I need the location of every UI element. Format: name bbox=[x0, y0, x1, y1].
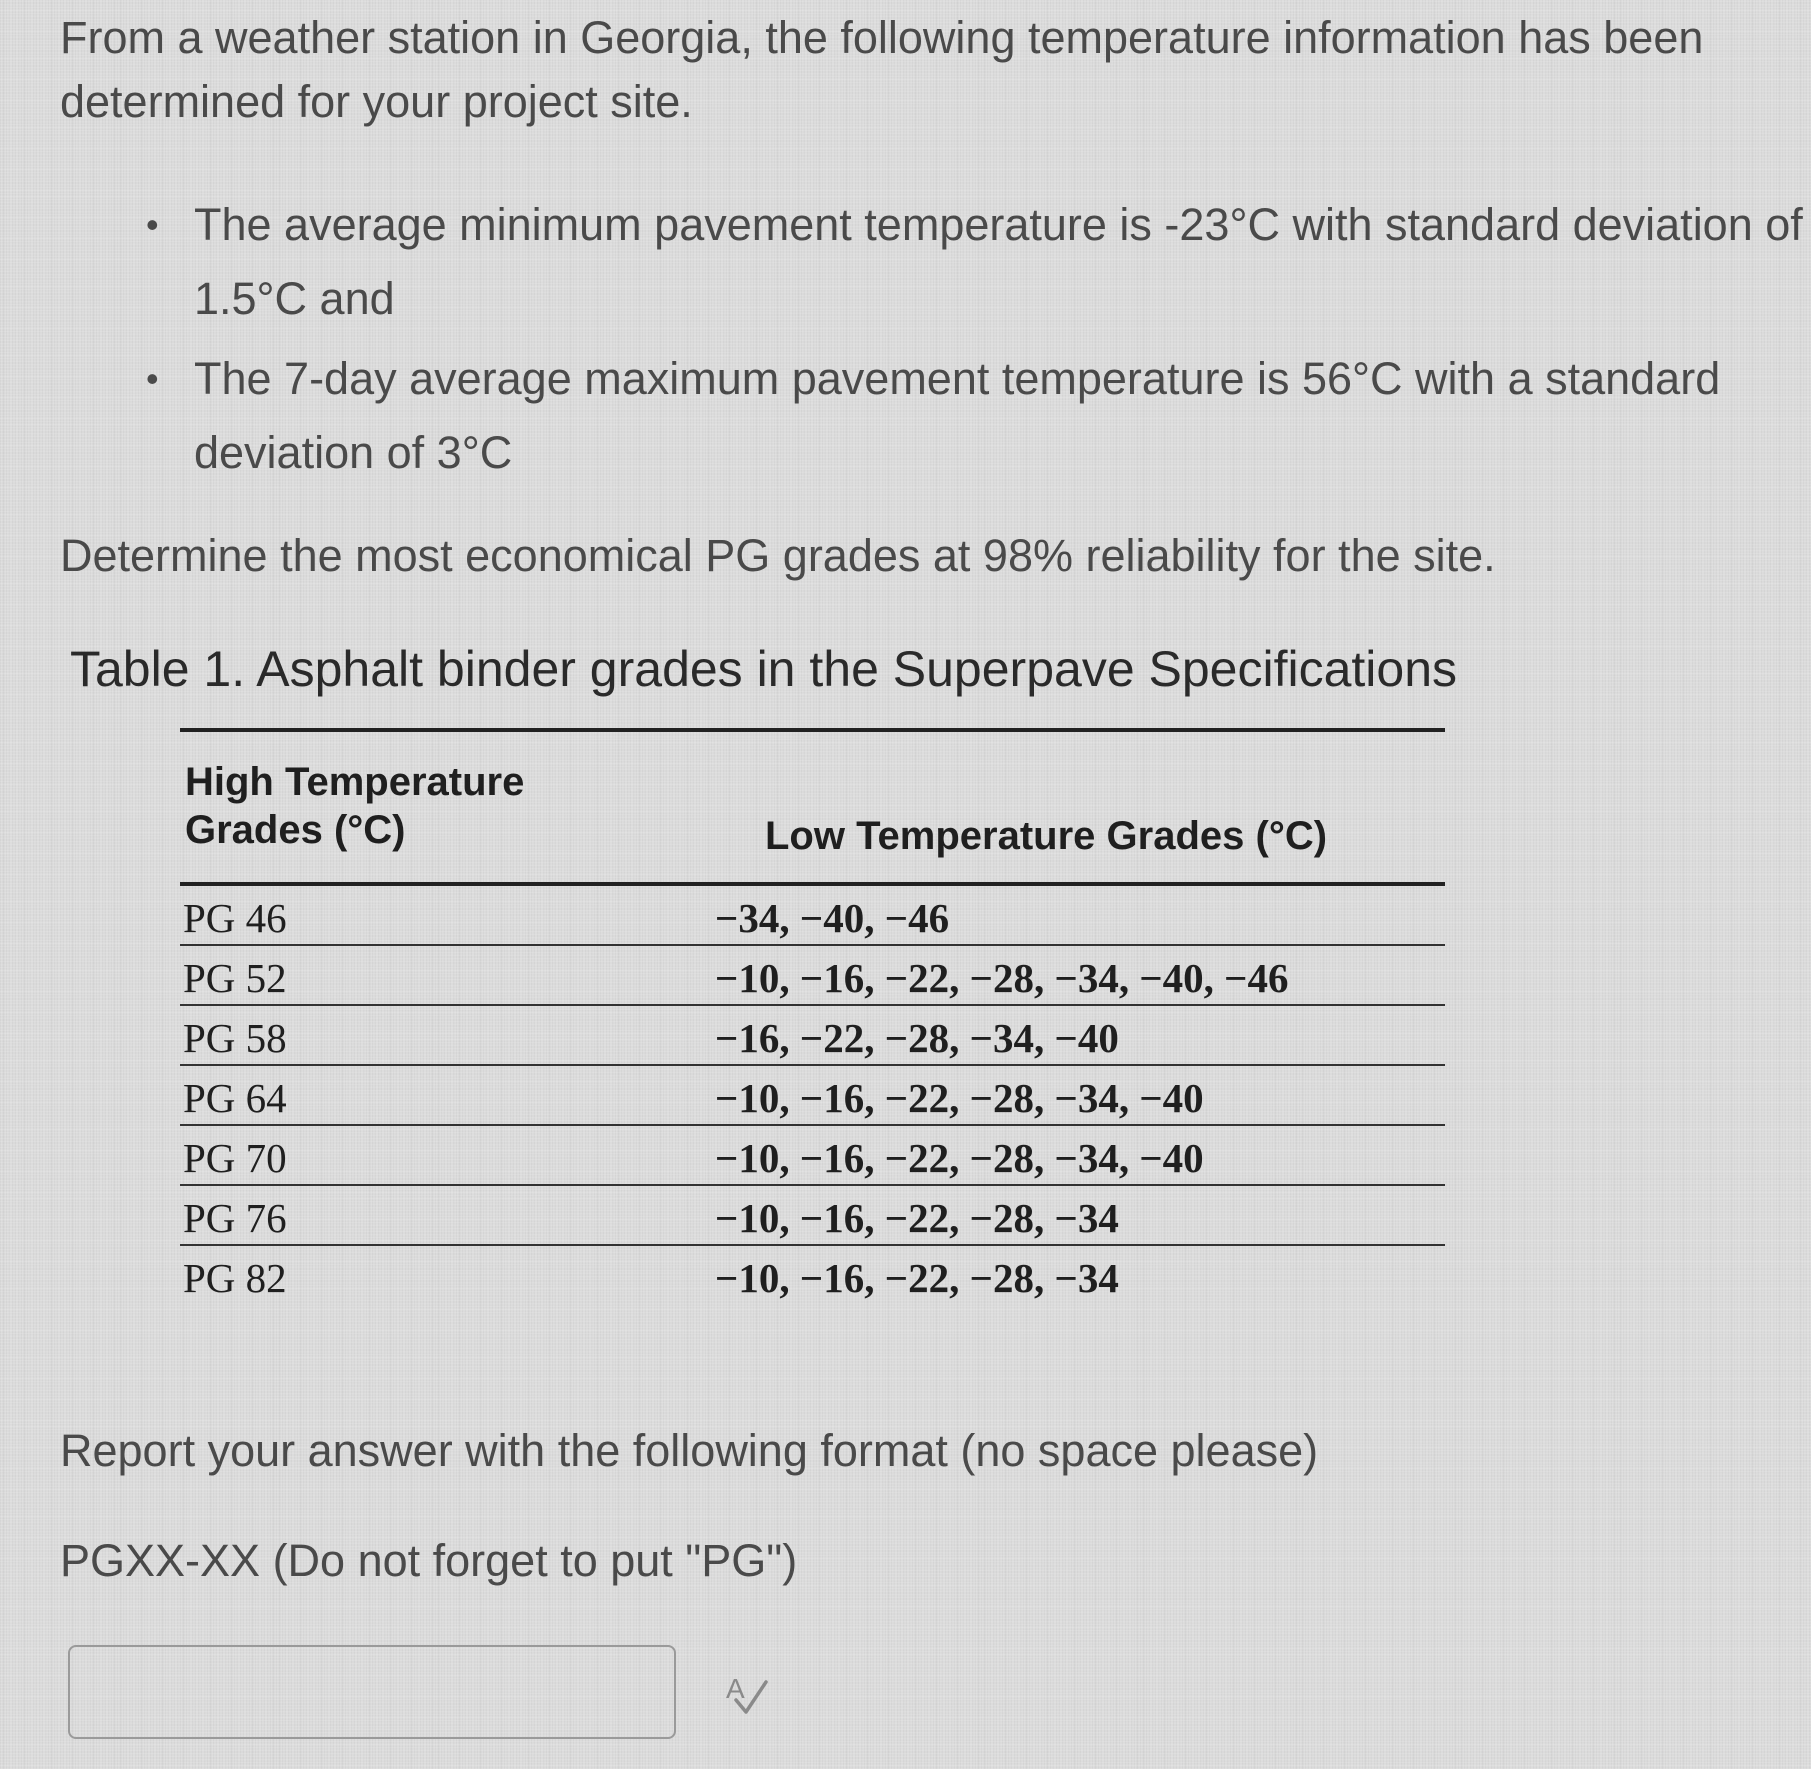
low-grades-cell: −34, −40, −46 bbox=[715, 895, 950, 941]
high-grade-cell: PG 52 bbox=[183, 955, 287, 1001]
high-grade-cell: PG 82 bbox=[183, 1255, 287, 1301]
high-grade-cell: PG 46 bbox=[183, 895, 287, 941]
spell-check-icon-glyph bbox=[722, 1668, 772, 1718]
high-grade-cell: PG 76 bbox=[183, 1195, 287, 1241]
question-intro: From a weather station in Georgia, the following temperature information has been determined for your project site. bbox=[60, 12, 1704, 127]
table-row bbox=[180, 1186, 1445, 1246]
low-grades-cell: −10, −16, −22, −28, −34, −40 bbox=[715, 1135, 1204, 1181]
answer-input[interactable] bbox=[68, 1645, 676, 1739]
table-row bbox=[180, 1006, 1445, 1066]
table-row bbox=[180, 1066, 1445, 1126]
low-grades-cell: −10, −16, −22, −28, −34, −40, −46 bbox=[715, 955, 1289, 1001]
svg-text:A: A bbox=[726, 1673, 745, 1704]
spell-check-icon[interactable] bbox=[722, 1668, 772, 1718]
header-high-temperature: High Temperature Grades (°C) bbox=[185, 760, 525, 852]
table-header-row bbox=[180, 732, 1445, 882]
header-low-temperature: Low Temperature Grades (°C) bbox=[765, 814, 1328, 858]
high-grade-cell: PG 64 bbox=[183, 1075, 287, 1121]
low-grades-cell: −10, −16, −22, −28, −34 bbox=[715, 1195, 1119, 1241]
list-item: • The 7-day average maximum pavement temperature is 56°C with a standard deviation of 3°C bbox=[194, 342, 1811, 490]
temperature-info-list bbox=[140, 188, 1811, 496]
low-grades-cell: −16, −22, −28, −34, −40 bbox=[715, 1015, 1119, 1061]
table-row bbox=[180, 946, 1445, 1006]
low-grades-cell: −10, −16, −22, −28, −34 bbox=[715, 1255, 1119, 1301]
table-row bbox=[180, 886, 1445, 946]
answer-instruction: Report your answer with the following format (no space please) bbox=[60, 1425, 1319, 1476]
high-grade-cell: PG 58 bbox=[183, 1015, 287, 1061]
low-grades-cell: −10, −16, −22, −28, −34, −40 bbox=[715, 1075, 1204, 1121]
table-caption: Table 1. Asphalt binder grades in the Superpave Specifications bbox=[70, 641, 1458, 697]
question-prompt: Determine the most economical PG grades at 98% reliability for the site. bbox=[60, 530, 1496, 581]
binder-grades-table bbox=[180, 728, 1445, 1304]
answer-format-hint: PGXX-XX (Do not forget to put "PG") bbox=[60, 1535, 798, 1586]
table-row bbox=[180, 1126, 1445, 1186]
table-row bbox=[180, 1246, 1445, 1304]
high-grade-cell: PG 70 bbox=[183, 1135, 287, 1181]
list-item: • The average minimum pavement temperature is -23°C with standard deviation of 1.5°C and bbox=[194, 188, 1811, 336]
